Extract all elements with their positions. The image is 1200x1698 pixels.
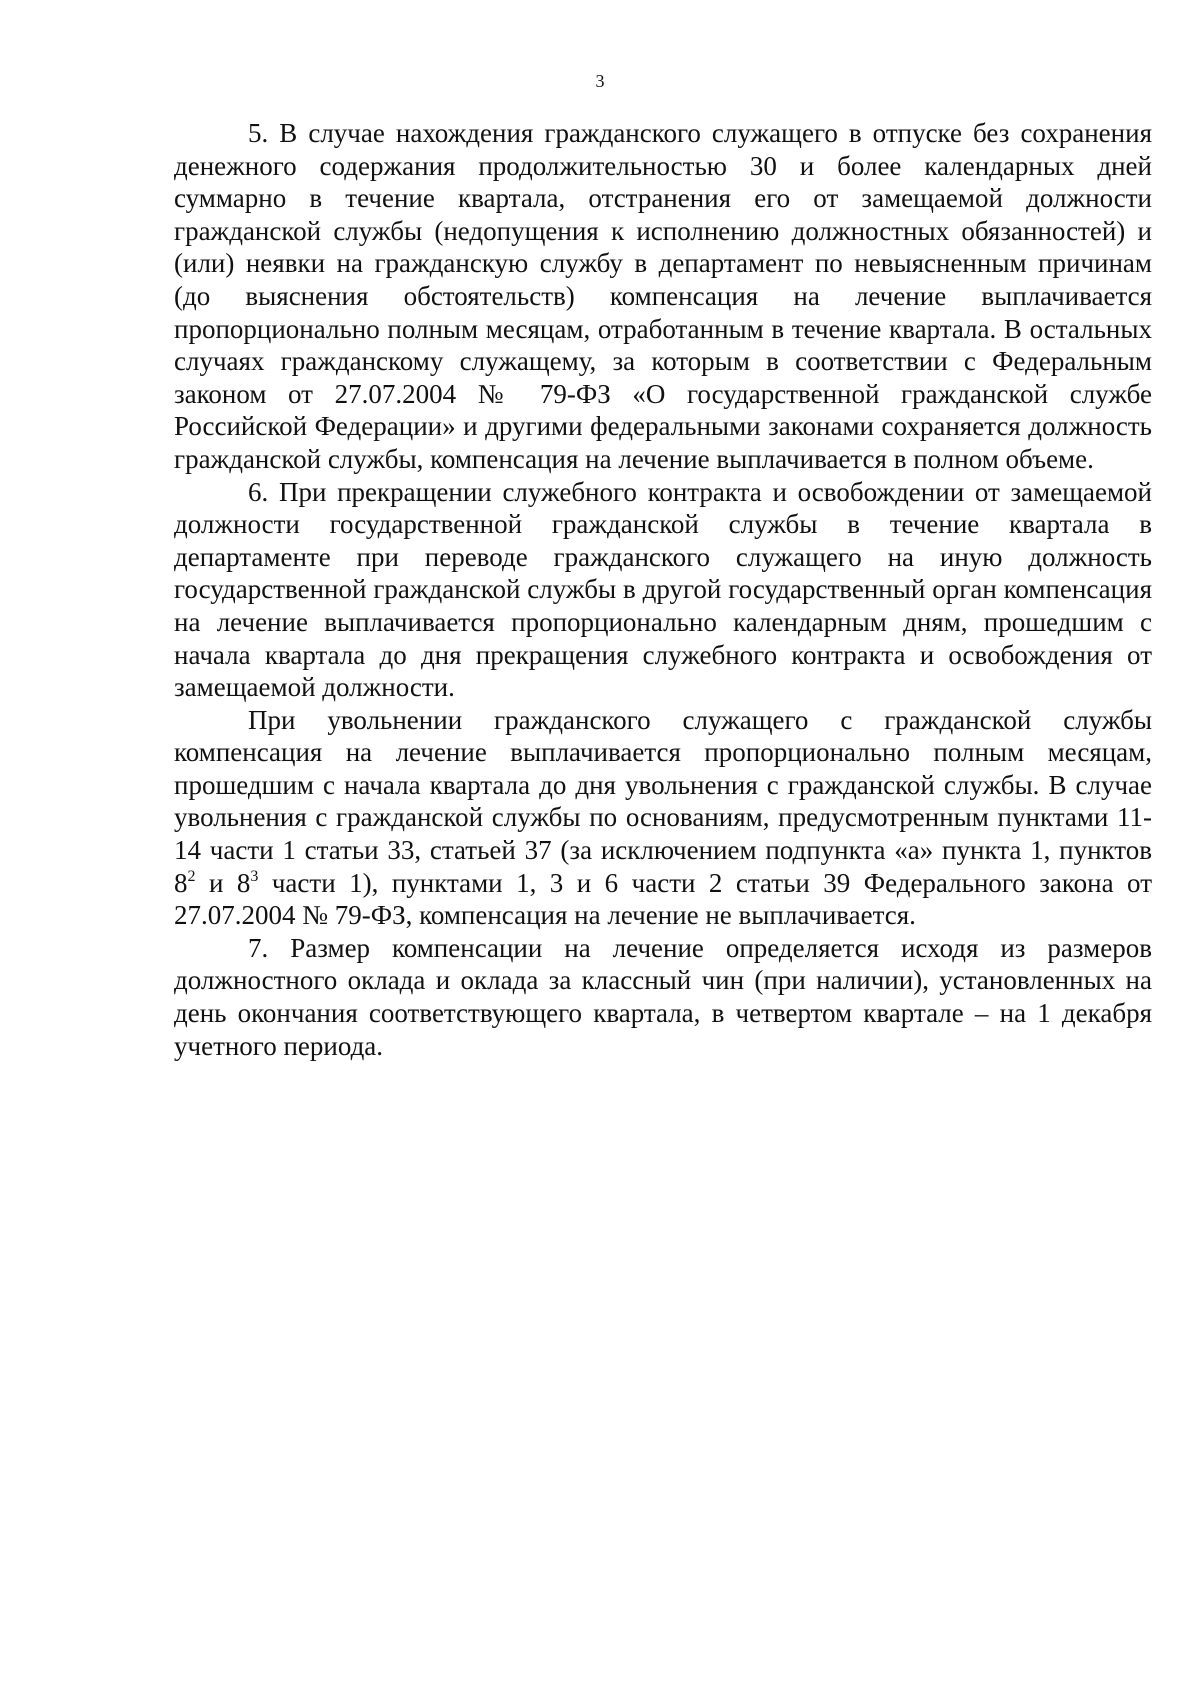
superscript-3: 3 <box>250 867 259 885</box>
superscript-2: 2 <box>187 867 196 885</box>
paragraph-7: 7. Размер компенсации на лечение определяется исходя из размеров должностного оклада и оклада за классный чин (при наличии), установленных на день окончания соответствующего квартала, в четвертом квартале – на 1 декабря учетного периода. <box>174 932 1152 1061</box>
page-number: 3 <box>595 71 605 91</box>
paragraph-6: 6. При прекращении служебного контракта и освобождении от замещаемой должности государственной гражданской службы в течение квартала в департаменте при переводе гражданского служащего на иную должность государственной гражданской службы в другой государственный орган компенсация на лечение выплачивается пропорционально календарным дням, прошедшим с начала квартала до дня прекращения служебного контракта и освобождения от замещаемой должности. <box>174 476 1152 703</box>
paragraph-dismissal <box>174 704 1152 932</box>
paragraph-dismissal-text-b: и 8 <box>195 867 251 898</box>
paragraph-5: 5. В случае нахождения гражданского служащего в отпуске без сохранения денежного содержания продолжительностью 30 и более календарных дней суммарно в течение квартала, отстранения его от замещаемой должности гражданской службы (недопущения к исполнению должностных обязанностей) и (или) неявки на гражданскую службу в департамент по невыясненным причинам (до выяснения обстоятельств) компенсация на лечение выплачивается пропорционально полным месяцам, отработанным в течение квартала. В остальных случаях гражданскому служащему, за которым в соответствии с Федеральным законом от 27.07.2004 № 79-ФЗ «О государственной гражданской службе Российской Федерации» и другими федеральными законами сохраняется должность гражданской службы, компенсация на лечение выплачивается в полном объеме. <box>174 118 1152 474</box>
paragraph-dismissal-text-c: части 1), пунктами 1, 3 и 6 части 2 статьи 39 Федерального закона от 27.07.2004 № 79-ФЗ, компенсация на лечение не выплачивается. <box>174 867 1152 931</box>
paragraph-dismissal-text-a: При увольнении гражданского служащего с гражданской службы компенсация на лечение выплачивается пропорционально полным месяцам, прошедшим с начала квартала до дня увольнения с гражданской службы. В случае увольнения с гражданской службы по основаниям, предусмотренным пунктами 11-14 части 1 статьи 33, статьей 37 (за исключением подпункта «а» пункта 1, пунктов 8 <box>174 704 1152 898</box>
document-body <box>174 117 1152 1062</box>
